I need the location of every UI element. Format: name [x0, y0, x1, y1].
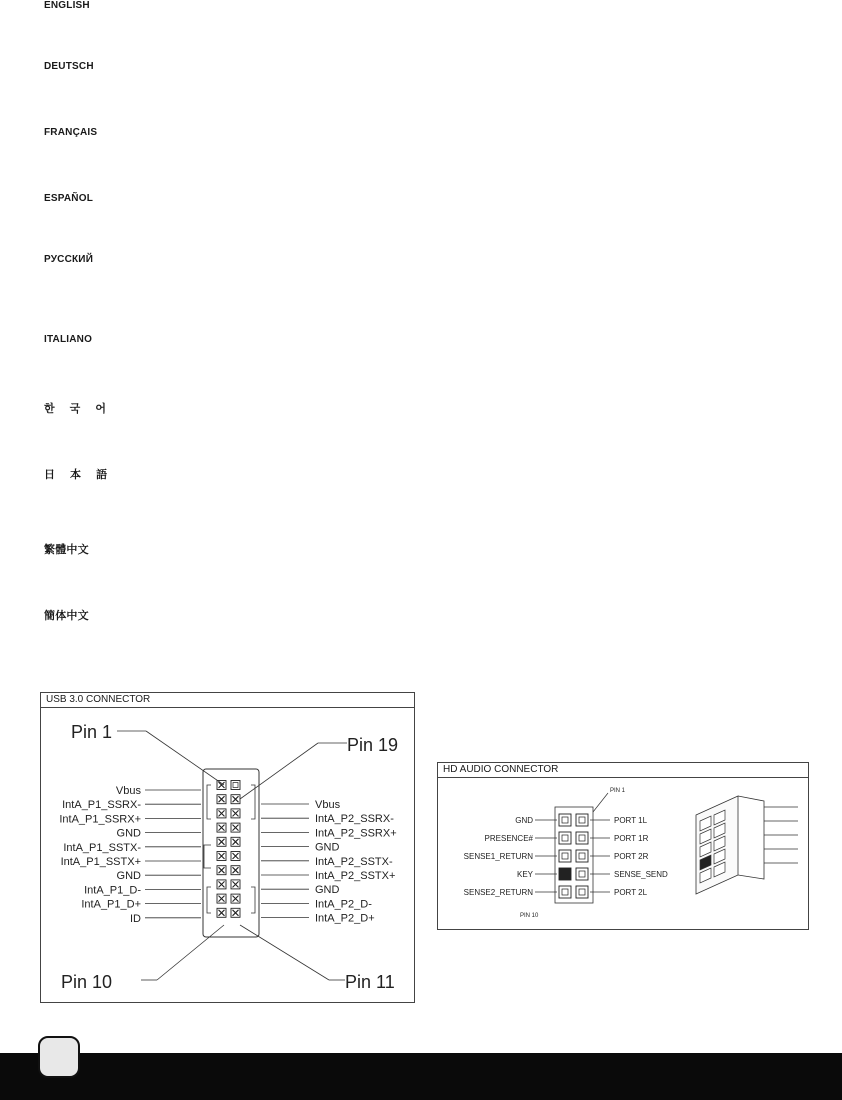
- audio-key-pin: [559, 868, 571, 880]
- usb-left-pin-label: IntA_P1_D+: [81, 898, 141, 911]
- audio-connector-panel: [437, 762, 809, 930]
- audio-right-pin-label: PORT 1L: [614, 816, 648, 825]
- usb-left-pin-label: GND: [116, 870, 141, 883]
- usb-connector-title: USB 3.0 CONNECTOR: [41, 693, 414, 708]
- audio-left-pin-label: SENSE1_RETURN: [463, 852, 533, 861]
- lang-francais: FRANÇAIS: [44, 127, 98, 138]
- usb-pin11-label: Pin 11: [345, 972, 395, 992]
- usb-right-pin-label: Vbus: [315, 799, 341, 811]
- usb-right-pin-label: GND: [315, 884, 340, 897]
- usb-right-pin-label: IntA_P2_SSRX-: [315, 813, 394, 826]
- usb-left-pin-label: IntA_P1_SSTX-: [63, 841, 141, 854]
- lang-japanese: 日 本 語: [44, 469, 114, 481]
- usb-connector-panel: [40, 692, 415, 1003]
- usb-left-pin-label: IntA_P1_SSRX+: [59, 813, 141, 826]
- usb-right-pin-label: IntA_P2_D+: [315, 912, 375, 925]
- usb-left-pin-label: ID: [130, 912, 141, 925]
- lang-italiano: ITALIANO: [44, 334, 93, 345]
- audio-left-pin-label: KEY: [516, 870, 533, 879]
- lang-simplified-chinese: 簡体中文: [44, 610, 89, 622]
- usb-pinout-diagram: [41, 693, 414, 1002]
- audio-pin: [559, 850, 571, 862]
- usb-pin10-label: Pin 10: [61, 972, 113, 992]
- audio-pin: [576, 814, 588, 826]
- audio-right-pin-label: PORT 2R: [614, 852, 649, 861]
- lang-russian: РУССКИЙ: [44, 254, 94, 265]
- usb-right-pin-label: IntA_P2_SSTX-: [315, 855, 393, 868]
- usb-pin1-label: Pin 1: [71, 722, 113, 742]
- usb-pin19-label: Pin 19: [347, 735, 399, 755]
- usb-right-pin-label: GND: [315, 841, 340, 854]
- audio-pin10-label: PIN 10: [520, 913, 539, 919]
- usb-left-pin-label: IntA_P1_SSRX-: [62, 799, 141, 812]
- audio-plug-illustration: [696, 796, 798, 894]
- usb-left-pin-label: GND: [116, 827, 141, 840]
- audio-left-pin-label: GND: [515, 816, 533, 825]
- audio-pin: [576, 850, 588, 862]
- audio-pin: [576, 832, 588, 844]
- lang-traditional-chinese: 繁體中文: [44, 544, 89, 556]
- usb-right-pin-label: IntA_P2_SSTX+: [315, 870, 396, 882]
- audio-pin: [576, 868, 588, 880]
- usb-left-pin-label: Vbus: [115, 785, 141, 797]
- audio-pin: [559, 886, 571, 898]
- usb-right-pin-label: IntA_P2_D-: [315, 898, 372, 911]
- usb-right-pin-label: IntA_P2_SSRX+: [315, 827, 397, 840]
- usb-pin: [231, 781, 240, 790]
- audio-left-pin-label: PRESENCE#: [484, 834, 533, 843]
- lang-espanol: ESPAÑOL: [44, 193, 93, 204]
- audio-left-pin-label: SENSE2_RETURN: [463, 888, 533, 897]
- audio-connector-title: HD AUDIO CONNECTOR: [438, 763, 808, 778]
- audio-pinout-diagram: [438, 763, 808, 929]
- audio-right-pin-label: PORT 2L: [614, 888, 648, 897]
- lang-korean: 한 국 어: [44, 403, 112, 415]
- lang-deutsch: DEUTSCH: [44, 61, 94, 72]
- usb-left-pin-label: IntA_P1_SSTX+: [60, 856, 141, 868]
- usb-left-pin-label: IntA_P1_D-: [84, 884, 141, 897]
- audio-pin: [559, 832, 571, 844]
- lang-english: ENGLISH: [44, 0, 90, 11]
- audio-right-pin-label: PORT 1R: [614, 834, 649, 843]
- footer-bar: [0, 1053, 842, 1100]
- audio-pin1-label: PIN 1: [610, 788, 626, 794]
- audio-pin: [576, 886, 588, 898]
- page-number-badge: [38, 1036, 80, 1078]
- audio-right-pin-label: SENSE_SEND: [614, 870, 668, 879]
- audio-pin: [559, 814, 571, 826]
